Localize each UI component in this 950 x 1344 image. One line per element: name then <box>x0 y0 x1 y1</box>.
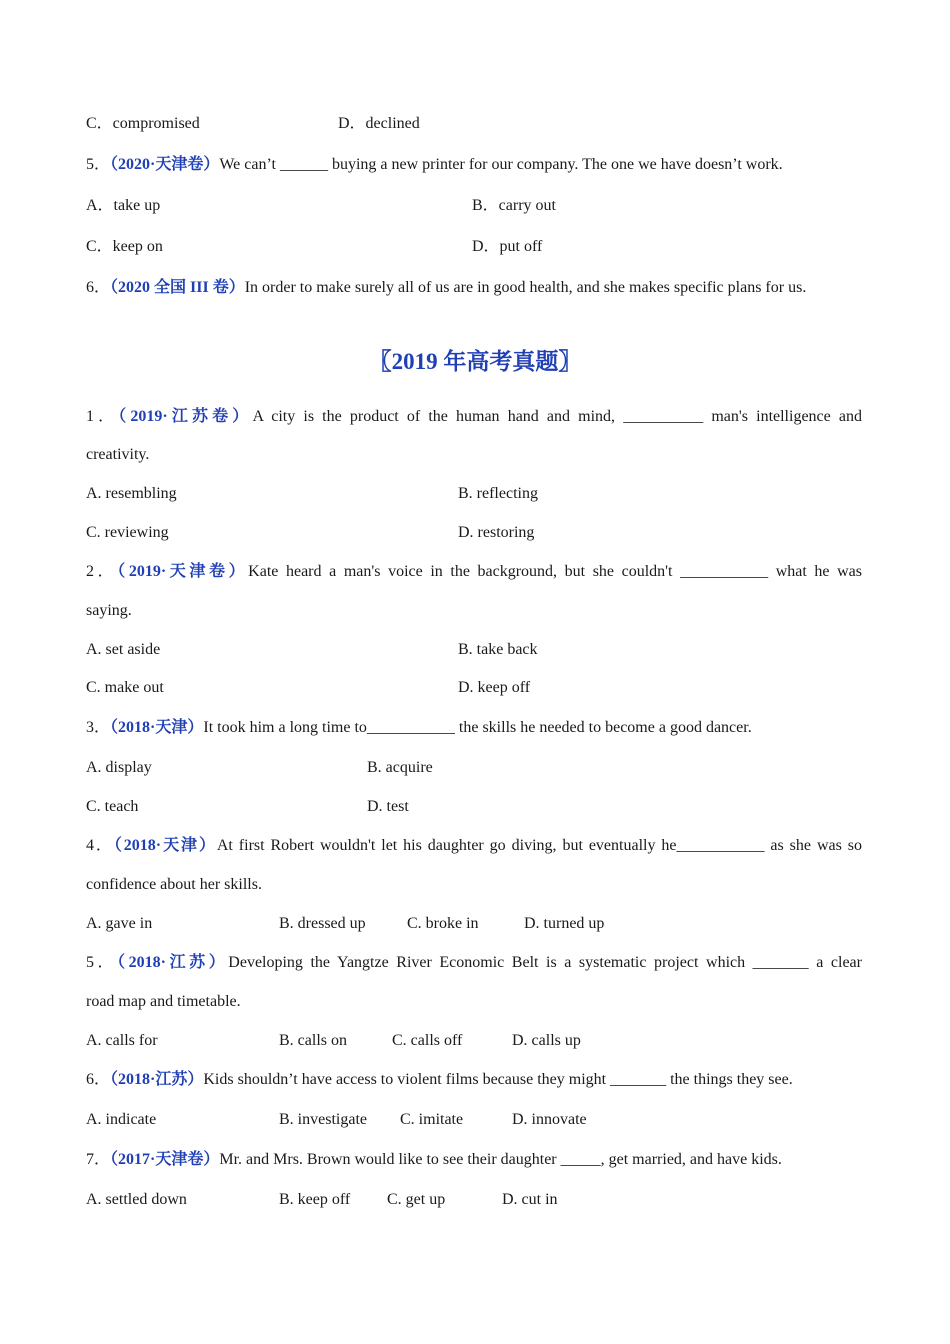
question-number: 2． <box>86 563 118 580</box>
option-d: D. cut in <box>502 1191 558 1208</box>
question-3 <box>86 718 752 738</box>
question-5 <box>86 953 862 973</box>
option-a: A. set aside <box>86 641 161 658</box>
question-number: 5． <box>86 954 118 971</box>
question-number: 1． <box>86 408 119 425</box>
option-b: B. reflecting <box>458 485 538 502</box>
question-text: In order to make surely all of us are in good health, and she makes specific plans for us. <box>244 279 807 296</box>
option-d: D. calls up <box>512 1032 581 1049</box>
question-number: 6． <box>86 279 111 296</box>
question-number: 5． <box>86 156 111 173</box>
option-a: A. calls for <box>86 1032 158 1049</box>
option-b: B. dressed up <box>279 915 366 932</box>
option-b: B. calls on <box>279 1032 347 1049</box>
question-prev-5 <box>86 155 783 175</box>
option-c: C. make out <box>86 679 164 696</box>
option-d: D．declined <box>338 115 420 132</box>
option-d: D. innovate <box>512 1111 587 1128</box>
question-source: （2020·天津卷） <box>110 156 220 173</box>
question-source: （2020 全国 III 卷） <box>110 279 245 296</box>
option-d: D. turned up <box>524 915 605 932</box>
option-a: A. gave in <box>86 915 153 932</box>
option-d: D．put off <box>472 238 543 255</box>
question-2 <box>86 562 862 582</box>
option-c: C. teach <box>86 798 139 815</box>
option-d: D. keep off <box>458 679 531 696</box>
option-b: B．carry out <box>472 197 556 214</box>
option-d: D. test <box>367 798 409 815</box>
question-text: We can’t ______ buying a new printer for our company. The one we have doesn’t work. <box>219 156 783 173</box>
question-source: （2018·江苏） <box>110 1071 204 1088</box>
option-b: B. keep off <box>279 1191 351 1208</box>
question-prev-6 <box>86 278 806 298</box>
option-c: C. get up <box>387 1191 446 1208</box>
question-text: It took him a long time to___________ the skills he needed to become a good dancer. <box>203 719 752 736</box>
option-b: B. acquire <box>367 759 433 776</box>
question-text-continued: creativity. <box>86 446 150 463</box>
question-1 <box>86 407 862 427</box>
option-b: B. take back <box>458 641 538 658</box>
question-source: （2018·江苏） <box>117 954 229 971</box>
option-a: A．take up <box>86 197 161 214</box>
section-title: 〖2019 年高考真题〗 <box>368 349 582 374</box>
question-source: （2018·天津） <box>110 719 204 736</box>
question-text: Kate heard a man's voice in the background, but she couldn't ___________ what he was <box>248 563 862 580</box>
question-text: Developing the Yangtze River Economic Belt is a systematic project which _______ a clear <box>228 954 862 971</box>
option-c: C．keep on <box>86 238 163 255</box>
option-d: D. restoring <box>458 524 535 541</box>
question-7 <box>86 1150 782 1170</box>
option-c: C. broke in <box>407 915 479 932</box>
option-c: C. imitate <box>400 1111 464 1128</box>
option-b: B. investigate <box>279 1111 367 1128</box>
option-c: C. reviewing <box>86 524 169 541</box>
question-source: （2019·天津卷） <box>117 563 249 580</box>
question-6 <box>86 1070 793 1090</box>
question-number: 7． <box>86 1151 111 1168</box>
question-text-continued: saying. <box>86 602 132 619</box>
option-a: A. display <box>86 759 152 776</box>
question-number: 6． <box>86 1071 111 1088</box>
option-a: A. indicate <box>86 1111 157 1128</box>
option-a: A. settled down <box>86 1191 187 1208</box>
question-4 <box>86 836 862 856</box>
question-source: （2018·天津） <box>113 837 217 854</box>
question-text-continued: confidence about her skills. <box>86 876 262 893</box>
question-number: 4． <box>86 837 114 854</box>
question-text-continued: road map and timetable. <box>86 993 241 1010</box>
option-a: A. resembling <box>86 485 177 502</box>
question-text: At first Robert wouldn't let his daughter go diving, but eventually he___________ as she was so <box>216 837 862 854</box>
question-source: （2017·天津卷） <box>110 1151 220 1168</box>
question-text: Kids shouldn’t have access to violent films because they might _______ the things they see. <box>203 1071 793 1088</box>
question-number: 3． <box>86 719 111 736</box>
option-c: C. calls off <box>392 1032 463 1049</box>
option-c: C．compromised <box>86 115 200 132</box>
question-text: Mr. and Mrs. Brown would like to see their daughter _____, get married, and have kids. <box>219 1151 782 1168</box>
question-source: （2019·江苏卷） <box>118 408 253 425</box>
question-text: A city is the product of the human hand and mind, __________ man's intelligence and <box>252 408 862 425</box>
